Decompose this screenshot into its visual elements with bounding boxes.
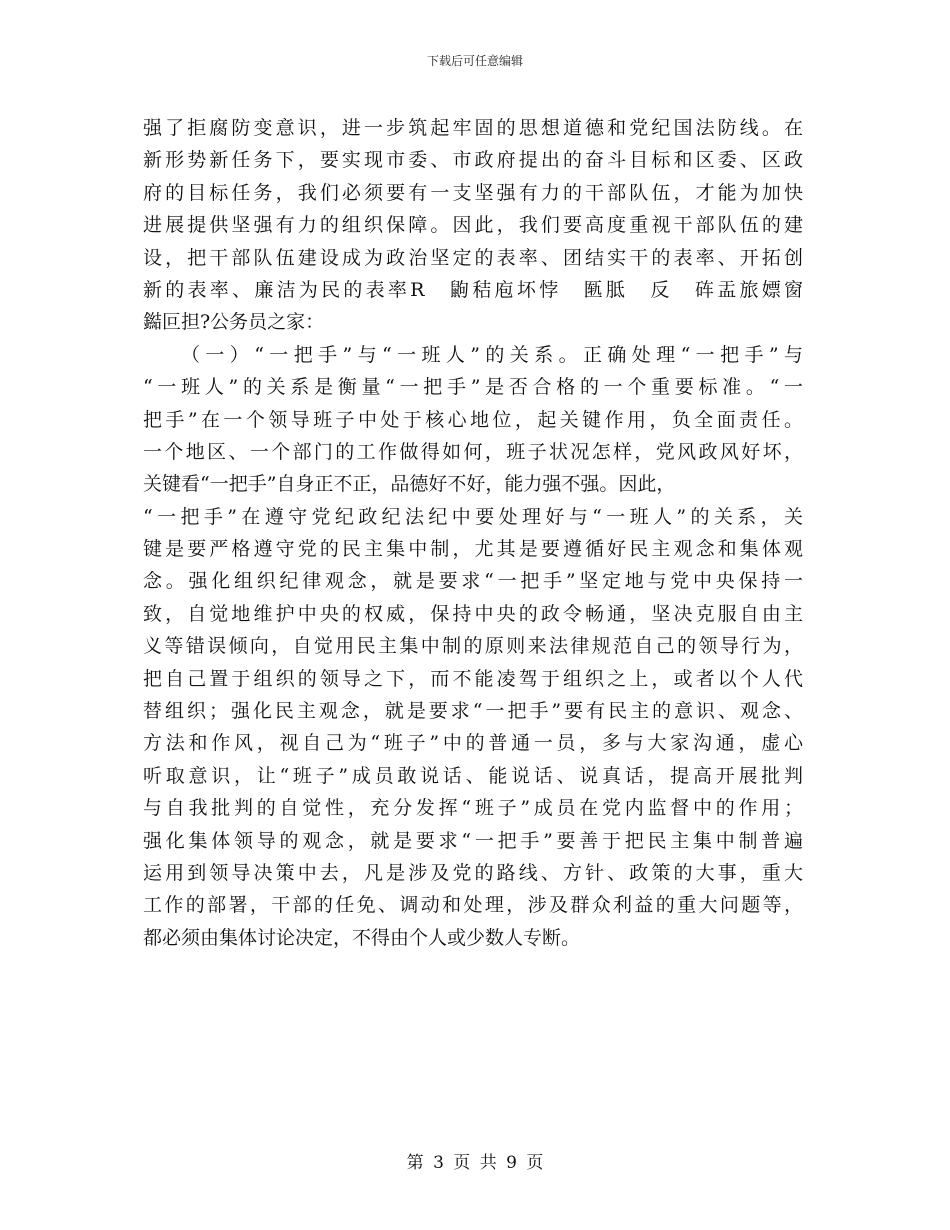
text-line-4: 进展提供坚强有力的组织保障。因此，我们要高度重视干部队伍的建	[143, 214, 803, 237]
text-line-7: 鐑叵担?公务员之家：	[143, 311, 325, 334]
page-number: 第 3 页 共 9 页	[406, 1153, 544, 1173]
text-line-21: 听取意识，让“班子”成员敢说话、能说话、说真话，提高开展批判	[143, 764, 803, 787]
text-line-3: 府的目标任务，我们必须要有一支坚强有力的干部队伍，才能为加快	[143, 181, 803, 204]
text-line-19: 替组织；强化民主观念，就是要求“一把手”要有民主的意识、观念、	[143, 700, 803, 723]
text-line-10: 把手”在一个领导班子中处于核心地位，起关键作用，负全面责任。	[143, 408, 803, 431]
text-line-23: 强化集体领导的观念，就是要求“一把手”要善于把民主集中制普遍	[143, 829, 803, 852]
page-header: 下载后可任意编辑	[426, 54, 523, 68]
text-line-5: 设，把干部队伍建设成为政治坚定的表率、团结实干的表率、开拓创	[143, 246, 803, 269]
text-line-8: （一）“一把手”与“一班人”的关系。正确处理“一把手”与	[181, 343, 803, 366]
text-line-2: 新形势新任务下，要实现市委、市政府提出的奋斗目标和区委、区政	[143, 149, 803, 172]
text-line-6: 新的表率、廉洁为民的表率R 鼩秸庖坏悖 匦胝 反 砗盂旅嫖窗	[143, 278, 803, 301]
text-line-18: 把自己置于组织的领导之下，而不能凌驾于组织之上，或者以个人代	[143, 667, 803, 690]
document-body	[143, 112, 803, 954]
text-line-20: 方法和作风，视自己为“班子”中的普通一员，多与大家沟通，虚心	[143, 732, 803, 755]
text-line-26: 都必须由集体讨论决定，不得由个人或少数人专断。	[143, 926, 581, 949]
text-line-22: 与自我批判的自觉性，充分发挥“班子”成员在党内监督中的作用；	[143, 797, 803, 820]
text-line-14: 键是要严格遵守党的民主集中制，尤其是要遵循好民主观念和集体观	[143, 538, 803, 561]
text-line-17: 义等错误倾向，自觉用民主集中制的原则来法律规范自己的领导行为，	[143, 635, 803, 658]
text-line-11: 一个地区、一个部门的工作做得如何，班子状况怎样，党风政风好坏，	[143, 440, 803, 463]
text-line-12: 关键看“一把手”自身正不正，品德好不好，能力强不强。因此，	[143, 473, 676, 496]
text-line-13: “一把手”在遵守党纪政纪法纪中要处理好与“一班人”的关系，关	[143, 505, 803, 528]
text-line-9: “一班人”的关系是衡量“一把手”是否合格的一个重要标准。“一	[143, 376, 803, 399]
text-line-1: 强了拒腐防变意识，进一步筑起牢固的思想道德和党纪国法防线。在	[143, 117, 803, 139]
text-line-25: 工作的部署，干部的任免、调动和处理，涉及群众利益的重大问题等，	[143, 894, 803, 917]
text-line-15: 念。强化组织纪律观念，就是要求“一把手”坚定地与党中央保持一	[143, 570, 803, 593]
text-line-24: 运用到领导决策中去，凡是涉及党的路线、方针、政策的大事，重大	[143, 861, 803, 884]
text-line-16: 致，自觉地维护中央的权威，保持中央的政令畅通，坚决克服自由主	[143, 602, 803, 625]
